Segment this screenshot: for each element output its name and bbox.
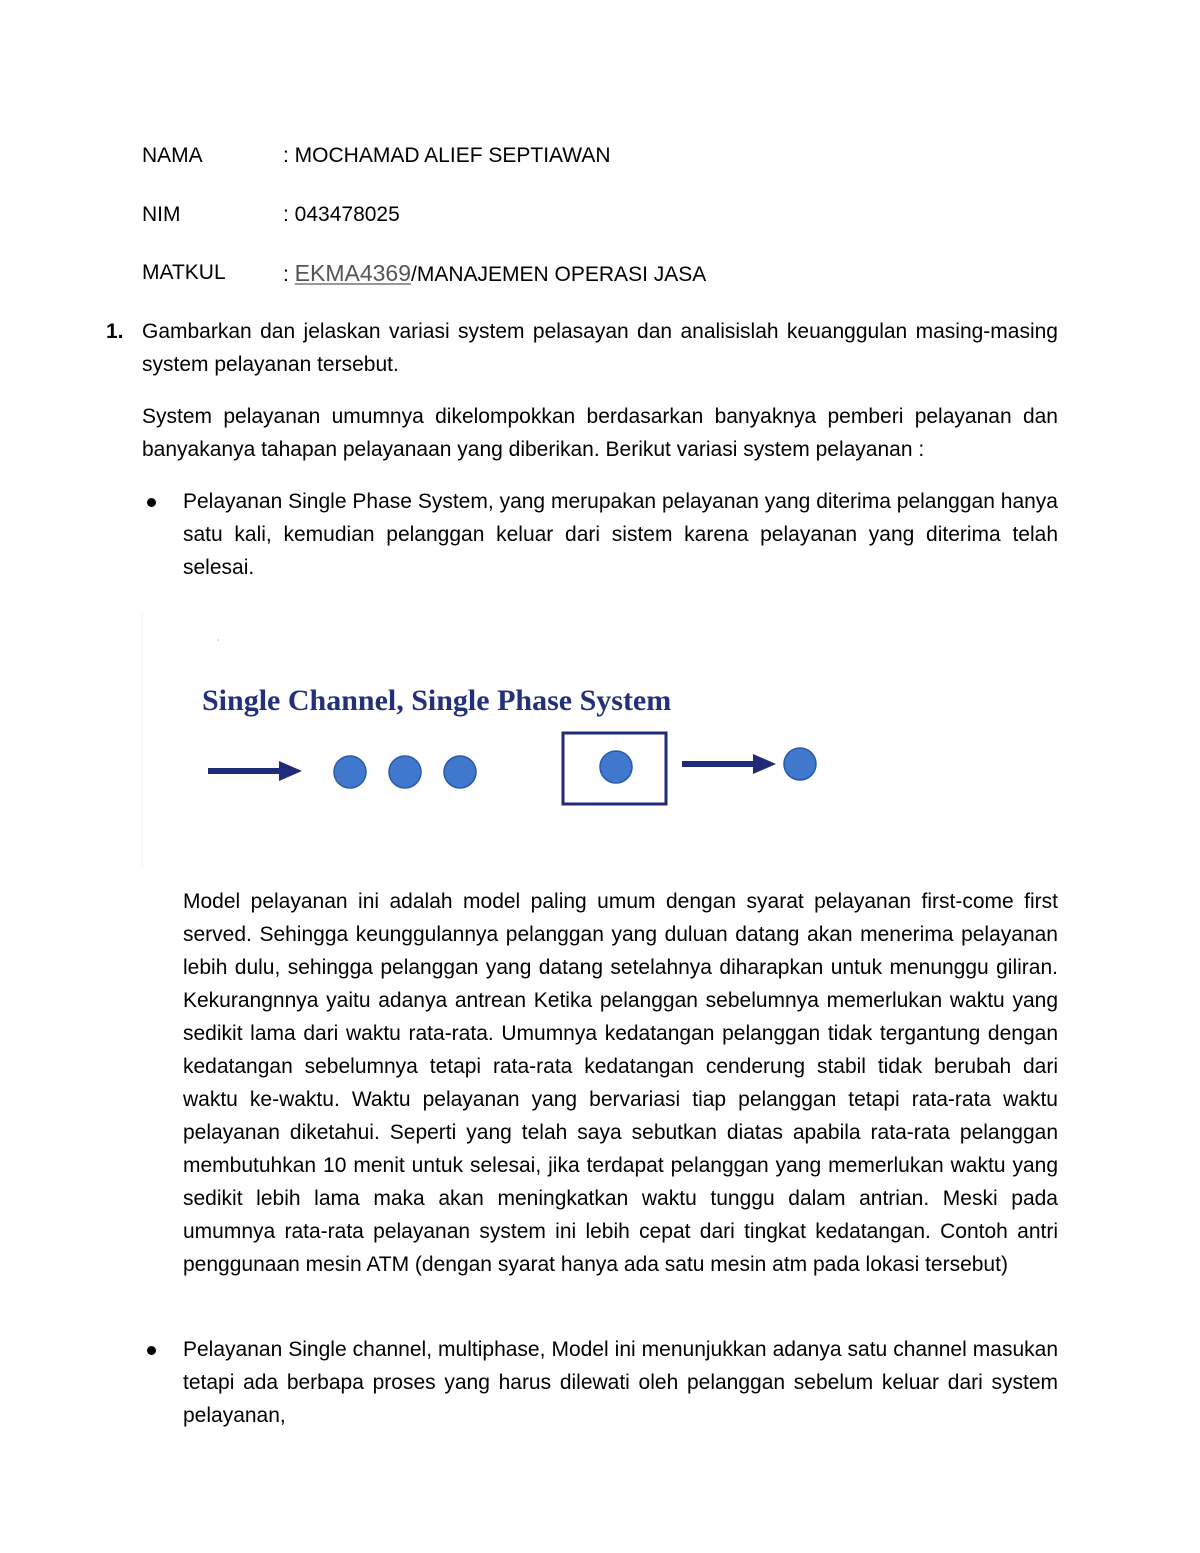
nim-value: : 043478025 — [283, 203, 400, 226]
arrival-arrow-icon — [208, 761, 302, 781]
nim-label: NIM — [142, 203, 181, 226]
intro-paragraph: System pelayanan umumnya dikelompokkan berdasarkan banyaknya pemberi pelayanan dan banyakanya tahapan pelayanaan yang diberikan. Berikut variasi system pelayanan : — [142, 405, 1058, 461]
departed-customer-dot — [784, 748, 816, 780]
name-label: NAMA — [142, 144, 203, 167]
matkul-value — [283, 260, 706, 288]
matkul-prefix: : — [283, 263, 295, 286]
bullet-dot — [147, 1346, 156, 1355]
figure-title: Single Channel, Single Phase System — [202, 684, 672, 717]
matkul-label: MATKUL — [142, 261, 226, 284]
figure-speck — [217, 639, 219, 641]
departure-arrow-icon — [682, 754, 776, 774]
queue-customer-dot — [389, 756, 421, 788]
name-value: : MOCHAMAD ALIEF SEPTIAWAN — [283, 144, 611, 167]
bullet-multiphase: Pelayanan Single channel, multiphase, Model ini menunjukkan adanya satu channel masukan tetapi ada berbapa proses yang harus dilewati oleh pelanggan sebelum keluar dari system pelayanan, — [183, 1338, 1058, 1427]
question-number: 1. — [106, 320, 124, 343]
course-name: /MANAJEMEN OPERASI JASA — [411, 263, 707, 286]
explanation-paragraph: Model pelayanan ini adalah model paling umum dengan syarat pelayanan first-come first served. Sehingga keunggulannya pelanggan yang duluan datang akan menerima pelayanan lebih dulu, sehingga pelanggan yang datang setelahnya diharapkan untuk menunggu giliran. Kekurangnnya yaitu adanya antrean Ketika pelanggan sebelumnya memerlukan waktu yang sedikit lama dari waktu rata-rata. Umumnya kedatangan pelanggan tidak tergantung dengan kedatangan sebelumnya tetapi rata-rata kedatangan cenderung stabil tidak berubah dari waktu ke-waktu. Waktu pelayanan yang bervariasi tiap pelanggan tetapi rata-rata waktu pelayanan diketahui. Seperti yang telah saya sebutkan diatas apabila rata-rata pelanggan membutuhkan 10 menit untuk selesai, jika terdapat pelanggan yang memerlukan waktu yang sedikit lebih lama maka akan meningkatkan waktu tunggu dalam antrian. Meski pada umumnya rata-rata pelayanan system ini lebih cepat dari tingkat kedatangan. Contoh antri penggunaan mesin ATM (dengan syarat hanya ada satu mesin atm pada lokasi tersebut) — [183, 890, 1058, 1276]
single-channel-diagram — [142, 612, 842, 867]
queue-customer-dot — [334, 756, 366, 788]
course-code-link[interactable]: EKMA4369 — [294, 260, 412, 286]
queue-customer-dot — [444, 756, 476, 788]
bullet-single-phase: Pelayanan Single Phase System, yang merupakan pelayanan yang diterima pelanggan hanya satu kali, kemudian pelanggan keluar dari sistem karena pelayanan yang diterima telah selesai. — [183, 490, 1058, 579]
bullet-dot — [147, 498, 156, 507]
served-customer-dot — [600, 751, 632, 783]
question-text: Gambarkan dan jelaskan variasi system pelasayan dan analisislah keuanggulan masing-masing system pelayanan tersebut. — [142, 320, 1058, 376]
